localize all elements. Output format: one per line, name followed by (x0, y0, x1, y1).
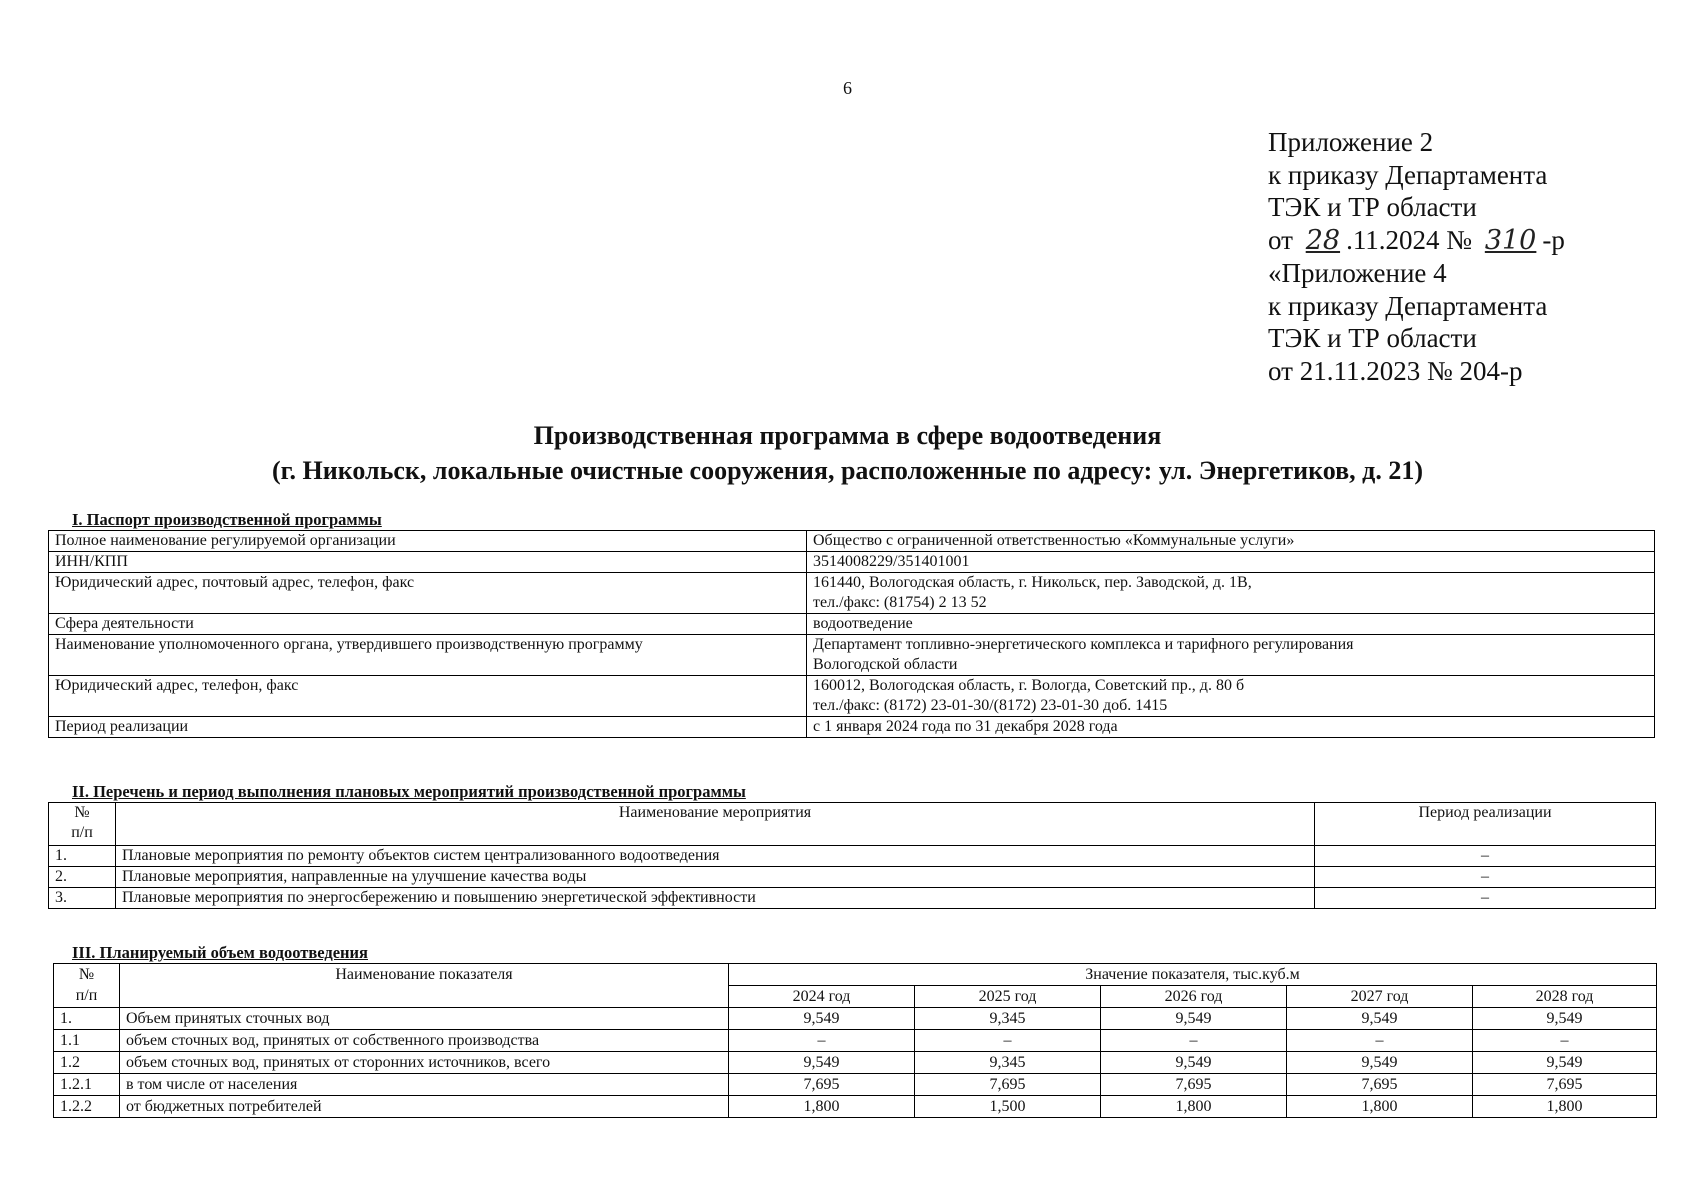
row-number: 1.2.2 (54, 1096, 120, 1118)
value-cell: 9,549 (729, 1052, 915, 1074)
table-header-row (54, 964, 1657, 986)
activity-period: – (1315, 846, 1656, 867)
page-number: 6 (843, 78, 852, 98)
table-cell-label: Наименование уполномоченного органа, утвердившего производственную программу (49, 635, 807, 676)
row-number: 1.2 (54, 1052, 120, 1074)
handwritten-order-number: 310 (1484, 224, 1537, 256)
row-number: 1. (54, 1008, 120, 1030)
table-cell-value: Департамент топливно-энергетического комплекса и тарифного регулирования Вологодской области (807, 635, 1655, 676)
column-header-num: № п/п (54, 964, 120, 1008)
value-cell: 7,695 (1101, 1074, 1287, 1096)
value-cell: 1,500 (915, 1096, 1101, 1118)
table-row (49, 614, 1655, 635)
value-cell: 9,549 (1101, 1052, 1287, 1074)
appendix-line: «Приложение 4 (1268, 258, 1447, 288)
table-row (49, 531, 1655, 552)
table-row (54, 1096, 1657, 1118)
activities-table (48, 802, 1656, 909)
appendix-line: ТЭК и ТР области (1268, 323, 1477, 353)
table-cell-label: ИНН/КПП (49, 552, 807, 573)
table-cell-value: Общество с ограниченной ответственностью «Коммунальные услуги» (807, 531, 1655, 552)
table-cell-value: 3514008229/351401001 (807, 552, 1655, 573)
value-cell: – (915, 1030, 1101, 1052)
row-number: 2. (49, 867, 116, 888)
table-cell-value: 160012, Вологодская область, г. Вологда, Советский пр., д. 80 б тел./факс: (8172) 23-01-30/(8172) 23-01-30 доб. 1415 (807, 676, 1655, 717)
column-header-year: 2026 год (1101, 986, 1287, 1008)
value-cell: 9,345 (915, 1052, 1101, 1074)
appendix-block (1268, 126, 1565, 387)
appendix-line: к приказу Департамента (1268, 290, 1548, 321)
column-header-period: Период реализации (1315, 803, 1656, 846)
table-cell-label: Период реализации (49, 717, 807, 738)
section-2-heading: II. Перечень и период выполнения плановых мероприятий производственной программы (72, 782, 746, 801)
value-cell: 9,549 (1287, 1008, 1473, 1030)
table-row (54, 1030, 1657, 1052)
value-cell: 7,695 (729, 1074, 915, 1096)
value-cell: 7,695 (1287, 1074, 1473, 1096)
table-header-row (49, 803, 1656, 846)
appendix-order-date-line (1268, 224, 1565, 258)
value-cell: 1,800 (729, 1096, 915, 1118)
value-cell: 1,800 (1101, 1096, 1287, 1118)
indicator-name: Объем принятых сточных вод (120, 1008, 729, 1030)
table-cell-value: водоотведение (807, 614, 1655, 635)
value-cell: 9,549 (729, 1008, 915, 1030)
section-3-heading: III. Планируемый объем водоотведения (72, 943, 368, 962)
column-header-name: Наименование показателя (120, 964, 729, 1008)
document-subtitle: (г. Никольск, локальные очистные сооружения, расположенные по адресу: ул. Энергетиков, д. 21) (272, 456, 1423, 485)
table-cell-value: 161440, Вологодская область, г. Никольск, пер. Заводской, д. 1В, тел./факс: (81754) 2 13 52 (807, 573, 1655, 614)
row-number: 1.2.1 (54, 1074, 120, 1096)
indicator-name: объем сточных вод, принятых от собственного производства (120, 1030, 729, 1052)
table-row (49, 573, 1655, 614)
row-number: 1.1 (54, 1030, 120, 1052)
column-header-num: № п/п (49, 803, 116, 846)
value-cell: – (1473, 1030, 1657, 1052)
table-row (49, 635, 1655, 676)
table-cell-label: Полное наименование регулируемой организации (49, 531, 807, 552)
table-cell-label: Сфера деятельности (49, 614, 807, 635)
appendix-line: Приложение 2 (1268, 127, 1434, 157)
indicator-name: от бюджетных потребителей (120, 1096, 729, 1118)
value-cell: – (1101, 1030, 1287, 1052)
column-header-year: 2024 год (729, 986, 915, 1008)
activity-name: Плановые мероприятия по ремонту объектов систем централизованного водоотведения (116, 846, 1315, 867)
value-cell: 7,695 (1473, 1074, 1657, 1096)
table-row (49, 676, 1655, 717)
column-header-name: Наименование мероприятия (116, 803, 1315, 846)
column-header-year: 2028 год (1473, 986, 1657, 1008)
table-row (49, 846, 1656, 867)
value-cell: – (1287, 1030, 1473, 1052)
table-cell-value: с 1 января 2024 года по 31 декабря 2028 года (807, 717, 1655, 738)
document-title: Производственная программа в сфере водоотведения (533, 421, 1162, 450)
value-cell: – (729, 1030, 915, 1052)
indicator-name: в том числе от населения (120, 1074, 729, 1096)
value-cell: 1,800 (1473, 1096, 1657, 1118)
row-number: 1. (49, 846, 116, 867)
value-cell: 9,549 (1473, 1052, 1657, 1074)
table-row (49, 717, 1655, 738)
row-number: 3. (49, 888, 116, 909)
column-header-year: 2027 год (1287, 986, 1473, 1008)
section-1-heading: I. Паспорт производственной программы (72, 510, 382, 529)
column-header-value-group: Значение показателя, тыс.куб.м (729, 964, 1657, 986)
table-cell-label: Юридический адрес, телефон, факс (49, 676, 807, 717)
activity-period: – (1315, 888, 1656, 909)
appendix-from-label: от (1268, 224, 1293, 255)
volume-table (53, 963, 1657, 1118)
table-row (54, 1008, 1657, 1030)
appendix-line: ТЭК и ТР области (1268, 192, 1477, 222)
passport-table (48, 530, 1655, 738)
activity-period: – (1315, 867, 1656, 888)
table-row (49, 867, 1656, 888)
value-cell: 9,549 (1287, 1052, 1473, 1074)
indicator-name: объем сточных вод, принятых от сторонних источников, всего (120, 1052, 729, 1074)
value-cell: 7,695 (915, 1074, 1101, 1096)
appendix-line: от 21.11.2023 № 204-р (1268, 355, 1523, 386)
value-cell: 1,800 (1287, 1096, 1473, 1118)
appendix-date-mid: .11.2024 № (1346, 224, 1473, 255)
table-row (49, 888, 1656, 909)
value-cell: 9,549 (1473, 1008, 1657, 1030)
table-row (54, 1074, 1657, 1096)
table-cell-label: Юридический адрес, почтовый адрес, телефон, факс (49, 573, 807, 614)
value-cell: 9,549 (1101, 1008, 1287, 1030)
activity-name: Плановые мероприятия по энергосбережению и повышению энергетической эффективности (116, 888, 1315, 909)
table-row (49, 552, 1655, 573)
appendix-order-suffix: -р (1542, 224, 1565, 255)
value-cell: 9,345 (915, 1008, 1101, 1030)
appendix-line: к приказу Департамента (1268, 159, 1548, 190)
column-header-year: 2025 год (915, 986, 1101, 1008)
activity-name: Плановые мероприятия, направленные на улучшение качества воды (116, 867, 1315, 888)
table-row (54, 1052, 1657, 1074)
handwritten-day: 28 (1305, 224, 1341, 256)
